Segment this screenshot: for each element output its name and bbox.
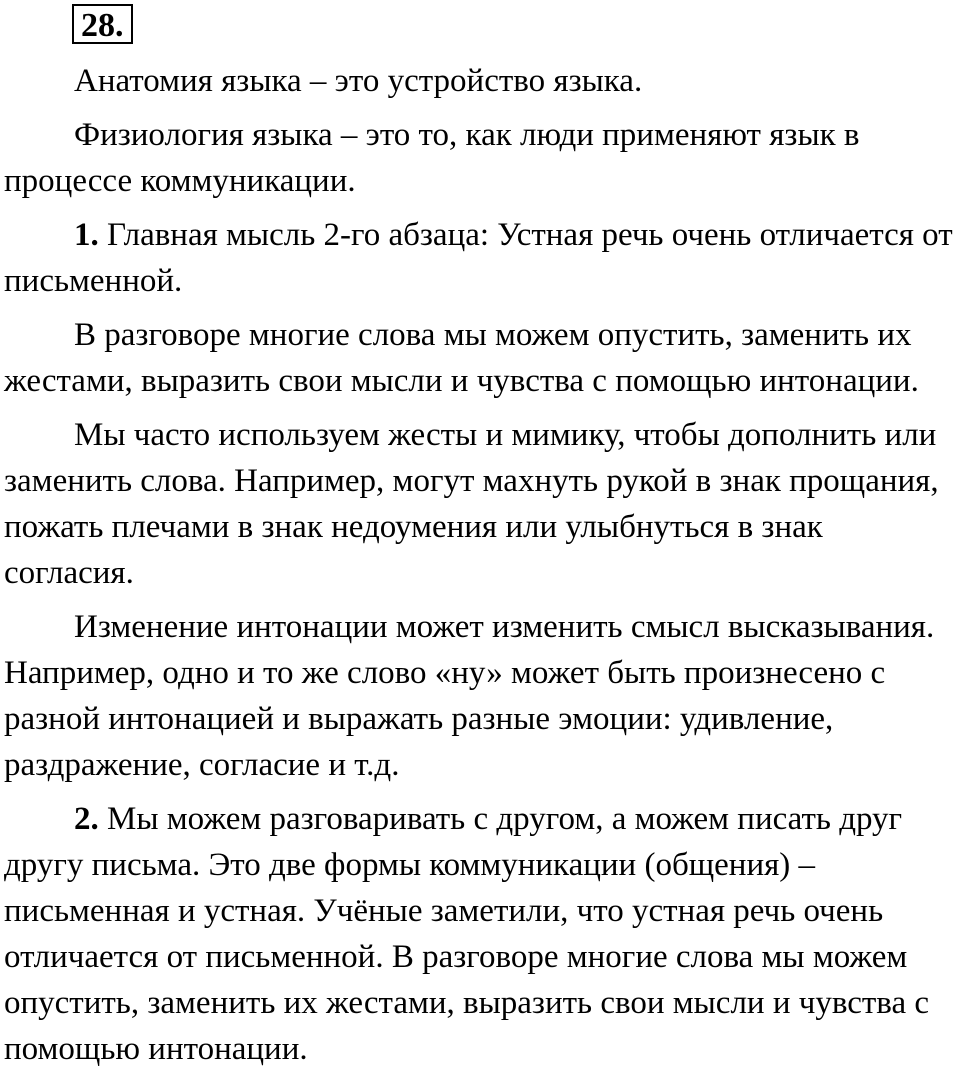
paragraph-text: Изменение интонации может изменить смысл высказывания. Например, одно и то же слово «ну» может быть произнесено с разной интонацией и выражать разные эмоции: удивление, раздражение, согласие и т.д. xyxy=(4,609,935,783)
paragraph-conversation xyxy=(4,312,956,404)
paragraph-text: Мы часто используем жесты и мимику, чтобы дополнить или заменить слова. Например, могут махнуть рукой в знак прощания, пожать плечами в знак недоумения или улыбнуться в знак согласия. xyxy=(4,417,939,591)
paragraph-text: Главная мысль 2-го абзаца: Устная речь очень отличается от письменной. xyxy=(4,217,953,299)
paragraph-text: В разговоре многие слова мы можем опустить, заменить их жестами, выразить свои мысли и чувства с помощью интонации. xyxy=(4,317,919,399)
item-number: 1. xyxy=(74,217,99,253)
paragraph-physiology xyxy=(4,112,956,204)
paragraph-intonation xyxy=(4,604,956,788)
paragraph-item-1 xyxy=(4,212,956,304)
item-number: 2. xyxy=(74,801,99,837)
paragraph-text: Анатомия языка – это устройство языка. xyxy=(74,63,643,99)
paragraph-item-2 xyxy=(4,796,956,1072)
answer-text xyxy=(4,58,956,1080)
task-number-badge: 28. xyxy=(72,4,133,44)
paragraph-text: Мы можем разговаривать с другом, а можем писать друг другу письма. Это две формы коммуникации (общения) – письменная и устная. Учёные заметили, что устная речь очень отличается от письменной. В разговоре многие слова мы можем опустить, заменить их жестами, выразить свои мысли и чувства с помощью интонации. xyxy=(4,801,929,1067)
paragraph-text: Физиология языка – это то, как люди применяют язык в процессе коммуникации. xyxy=(4,117,860,199)
paragraph-anatomy xyxy=(4,58,956,104)
paragraph-gestures xyxy=(4,412,956,596)
